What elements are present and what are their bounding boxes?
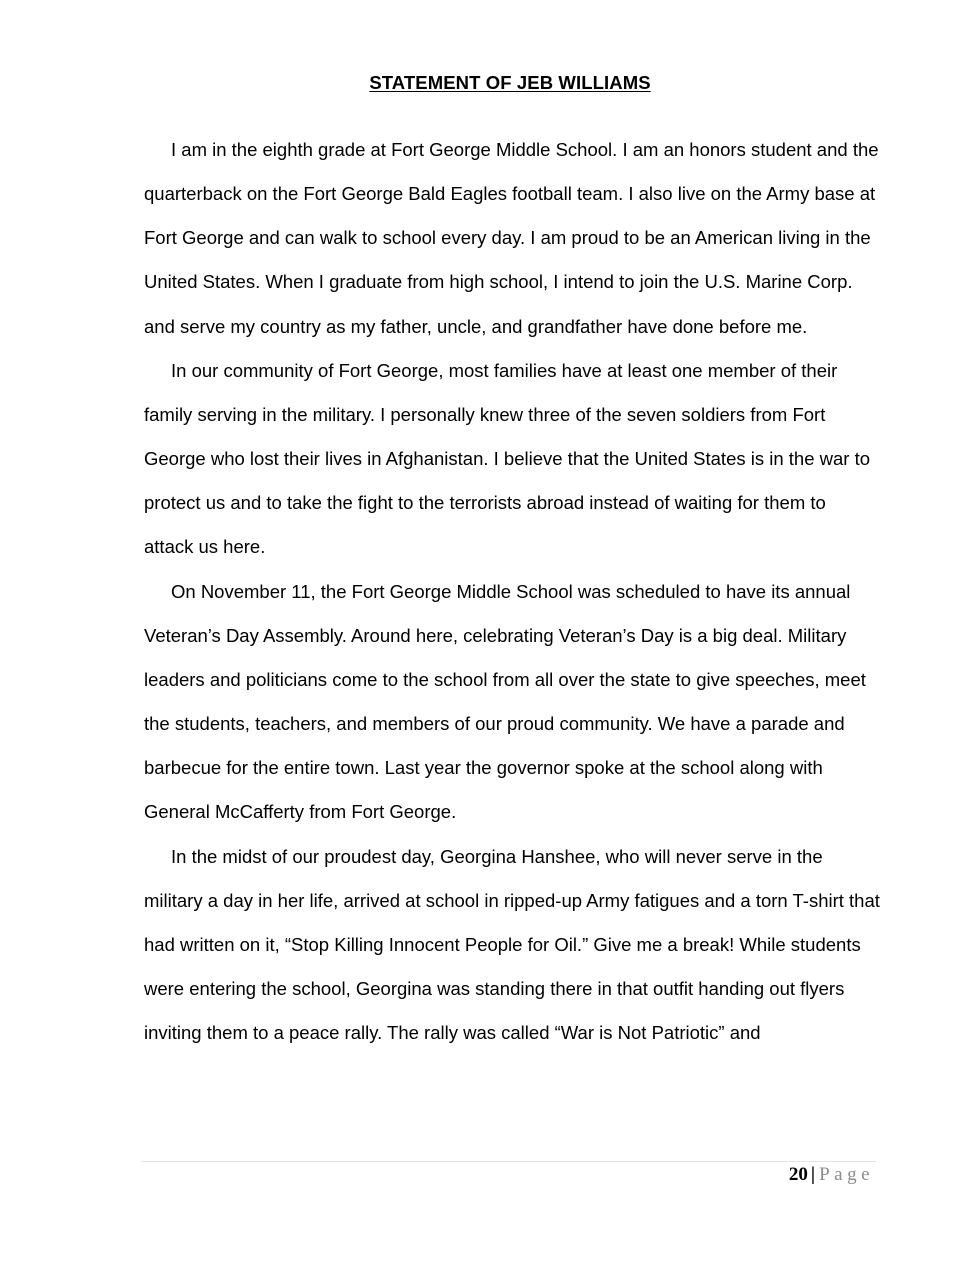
page-separator: | bbox=[810, 1164, 816, 1185]
paragraph-2: In our community of Fort George, most families have at least one member of their family serving in the military. I personally knew three of the seven soldiers from Fort George who lost their lives in Afghanistan. I believe that the United States is in the war to protect us and to take the fight to the terrorists abroad instead of waiting for them to attack us here. bbox=[144, 359, 871, 558]
page-label: Page bbox=[819, 1164, 874, 1185]
footer-divider bbox=[142, 1161, 876, 1162]
paragraph-1: I am in the eighth grade at Fort George Middle School. I am an honors student and the quarterback on the Fort George Bald Eagles football team. I also live on the Army base at Fort George and can walk to school every day. I am proud to be an American living in the United States. When I graduate from high school, I intend to join the U.S. Marine Corp. and serve my country as my father, uncle, and grandfather have done before me. bbox=[144, 139, 879, 337]
paragraph-3: On November 11, the Fort George Middle School was scheduled to have its annual Veteran’s Day Assembly. Around here, celebrating Veteran’s Day is a big deal. Military leaders and politicians come to the school from all over the state to give speeches, meet the students, teachers, and members of our proud community. We have a parade and barbecue for the entire town. Last year the governor spoke at the school along with General McCafferty from Fort George. bbox=[144, 580, 866, 823]
statement-body bbox=[144, 128, 880, 1055]
page-number: 20 bbox=[788, 1164, 808, 1185]
paragraph-4: In the midst of our proudest day, Georgina Hanshee, who will never serve in the military a day in her life, arrived at school in ripped-up Army fatigues and a torn T-shirt that had written on it, “Stop Killing Innocent People for Oil.” Give me a break! While students were entering the school, Georgina was standing there in that outfit handing out flyers inviting them to a peace rally. The rally was called “War is Not Patriotic” and bbox=[144, 845, 880, 1044]
page-footer bbox=[789, 1164, 874, 1186]
statement-title: STATEMENT OF JEB WILLIAMS bbox=[369, 72, 651, 93]
